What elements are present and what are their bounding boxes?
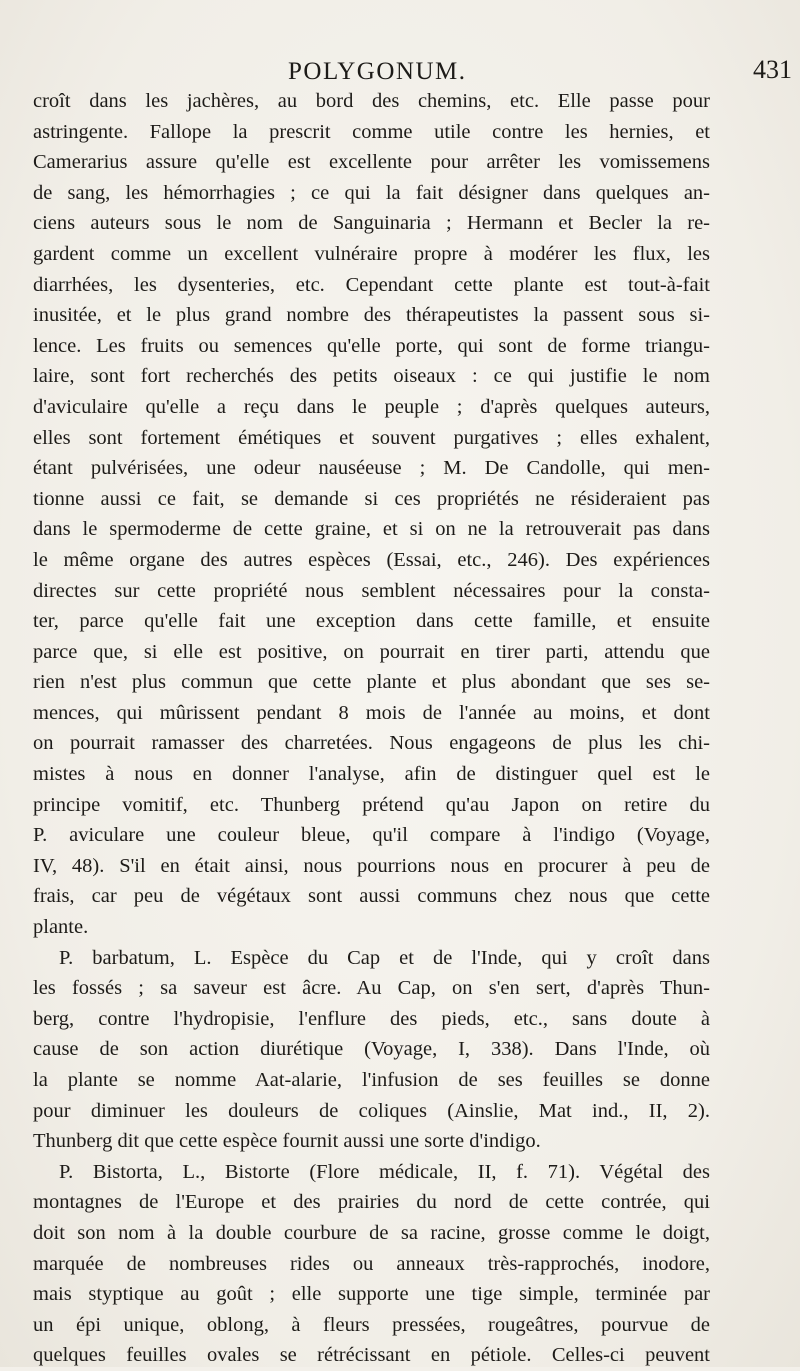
text-line: d'aviculaire qu'elle a reçu dans le peuple ; d'après quelques auteurs, — [33, 395, 710, 418]
running-title: POLYGONUM. — [288, 58, 467, 85]
text-line: gardent comme un excellent vulnéraire propre à modérer les flux, les — [33, 242, 710, 265]
text-line: Camerarius assure qu'elle est excellente pour arrêter les vomissemens — [33, 151, 710, 174]
text-line: cause de son action diurétique (Voyage, I, 338). Dans l'Inde, où — [33, 1038, 710, 1061]
text-line: un épi unique, oblong, à fleurs pressées, rougeâtres, pourvue de — [33, 1313, 710, 1336]
text-line: étant pulvérisées, une odeur nauséeuse ; M. De Candolle, qui men- — [33, 457, 710, 480]
text-line: Thunberg dit que cette espèce fournit aussi une sorte d'indigo. — [33, 1130, 541, 1153]
text-line: dans le spermoderme de cette graine, et si on ne la retrouverait pas dans — [33, 518, 710, 541]
text-line: mistes à nous en donner l'analyse, afin de distinguer quel est le — [33, 763, 710, 786]
text-line: ciens auteurs sous le nom de Sanguinaria ; Hermann et Becler la re- — [33, 212, 710, 235]
text-line: pour diminuer les douleurs de coliques (Ainslie, Mat ind., II, 2). — [33, 1099, 710, 1122]
text-line: P. barbatum, L. Espèce du Cap et de l'Inde, qui y croît dans — [59, 946, 710, 969]
text-line: montagnes de l'Europe et des prairies du nord de cette contrée, qui — [33, 1191, 710, 1214]
text-line: marquée de nombreuses rides ou anneaux très-rapprochés, inodore, — [33, 1252, 710, 1275]
text-line: diarrhées, les dysenteries, etc. Cependant cette plante est tout-à-fait — [33, 273, 710, 296]
text-line: mences, qui mûrissent pendant 8 mois de l'année au moins, et dont — [33, 701, 710, 724]
text-line: frais, car peu de végétaux sont aussi communs chez nous que cette — [33, 885, 710, 908]
text-line: mais styptique au goût ; elle supporte une tige simple, terminée par — [33, 1283, 710, 1306]
text-line: IV, 48). S'il en était ainsi, nous pourrions nous en procurer à peu de — [33, 854, 710, 877]
text-line: lence. Les fruits ou semences qu'elle porte, qui sont de forme triangu- — [33, 334, 710, 357]
text-line: on pourrait ramasser des charretées. Nous engageons de plus les chi- — [33, 732, 710, 755]
text-line: plante. — [33, 916, 89, 939]
text-line: tionne aussi ce fait, se demande si ces propriétés ne résideraient pas — [33, 487, 710, 510]
text-line: laire, sont fort recherchés des petits oiseaux : ce qui justifie le nom — [33, 365, 710, 388]
text-line: elles sont fortement émétiques et souvent purgatives ; elles exhalent, — [33, 426, 710, 449]
text-line: les fossés ; sa saveur est âcre. Au Cap, on s'en sert, d'après Thun- — [33, 977, 710, 1000]
text-line: quelques feuilles ovales se rétrécissant en pétiole. Celles-ci peuvent — [33, 1344, 710, 1367]
text-line: rien n'est plus commun que cette plante et plus abondant que ses se- — [33, 671, 710, 694]
text-line: P. aviculare une couleur bleue, qu'il compare à l'indigo (Voyage, — [33, 824, 710, 847]
text-line: principe vomitif, etc. Thunberg prétend qu'au Japon on retire du — [33, 793, 710, 816]
text-line: le même organe des autres espèces (Essai, etc., 246). Des expériences — [33, 548, 710, 571]
text-line: inusitée, et le plus grand nombre des thérapeutistes la passent sous si- — [33, 304, 710, 327]
text-line: P. Bistorta, L., Bistorte (Flore médicale, II, f. 71). Végétal des — [59, 1160, 710, 1183]
text-line: de sang, les hémorrhagies ; ce qui la fait désigner dans quelques an- — [33, 181, 710, 204]
text-line: directes sur cette propriété nous semblent nécessaires pour la consta- — [33, 579, 710, 602]
text-line: astringente. Fallope la prescrit comme utile contre les hernies, et — [33, 120, 710, 143]
body-text — [33, 86, 710, 1371]
text-line: doit son nom à la double courbure de sa racine, grosse comme le doigt, — [33, 1221, 710, 1244]
text-line: ter, parce qu'elle fait une exception dans cette famille, et ensuite — [33, 610, 710, 633]
text-line: la plante se nomme Aat-alarie, l'infusion de ses feuilles se donne — [33, 1069, 710, 1091]
page-number: 431 — [753, 55, 792, 84]
text-line: berg, contre l'hydropisie, l'enflure des pieds, etc., sans doute à — [33, 1007, 710, 1030]
text-line: parce que, si elle est positive, on pourrait en tirer parti, attendu que — [33, 640, 710, 663]
text-line: croît dans les jachères, au bord des chemins, etc. Elle passe pour — [33, 90, 710, 112]
